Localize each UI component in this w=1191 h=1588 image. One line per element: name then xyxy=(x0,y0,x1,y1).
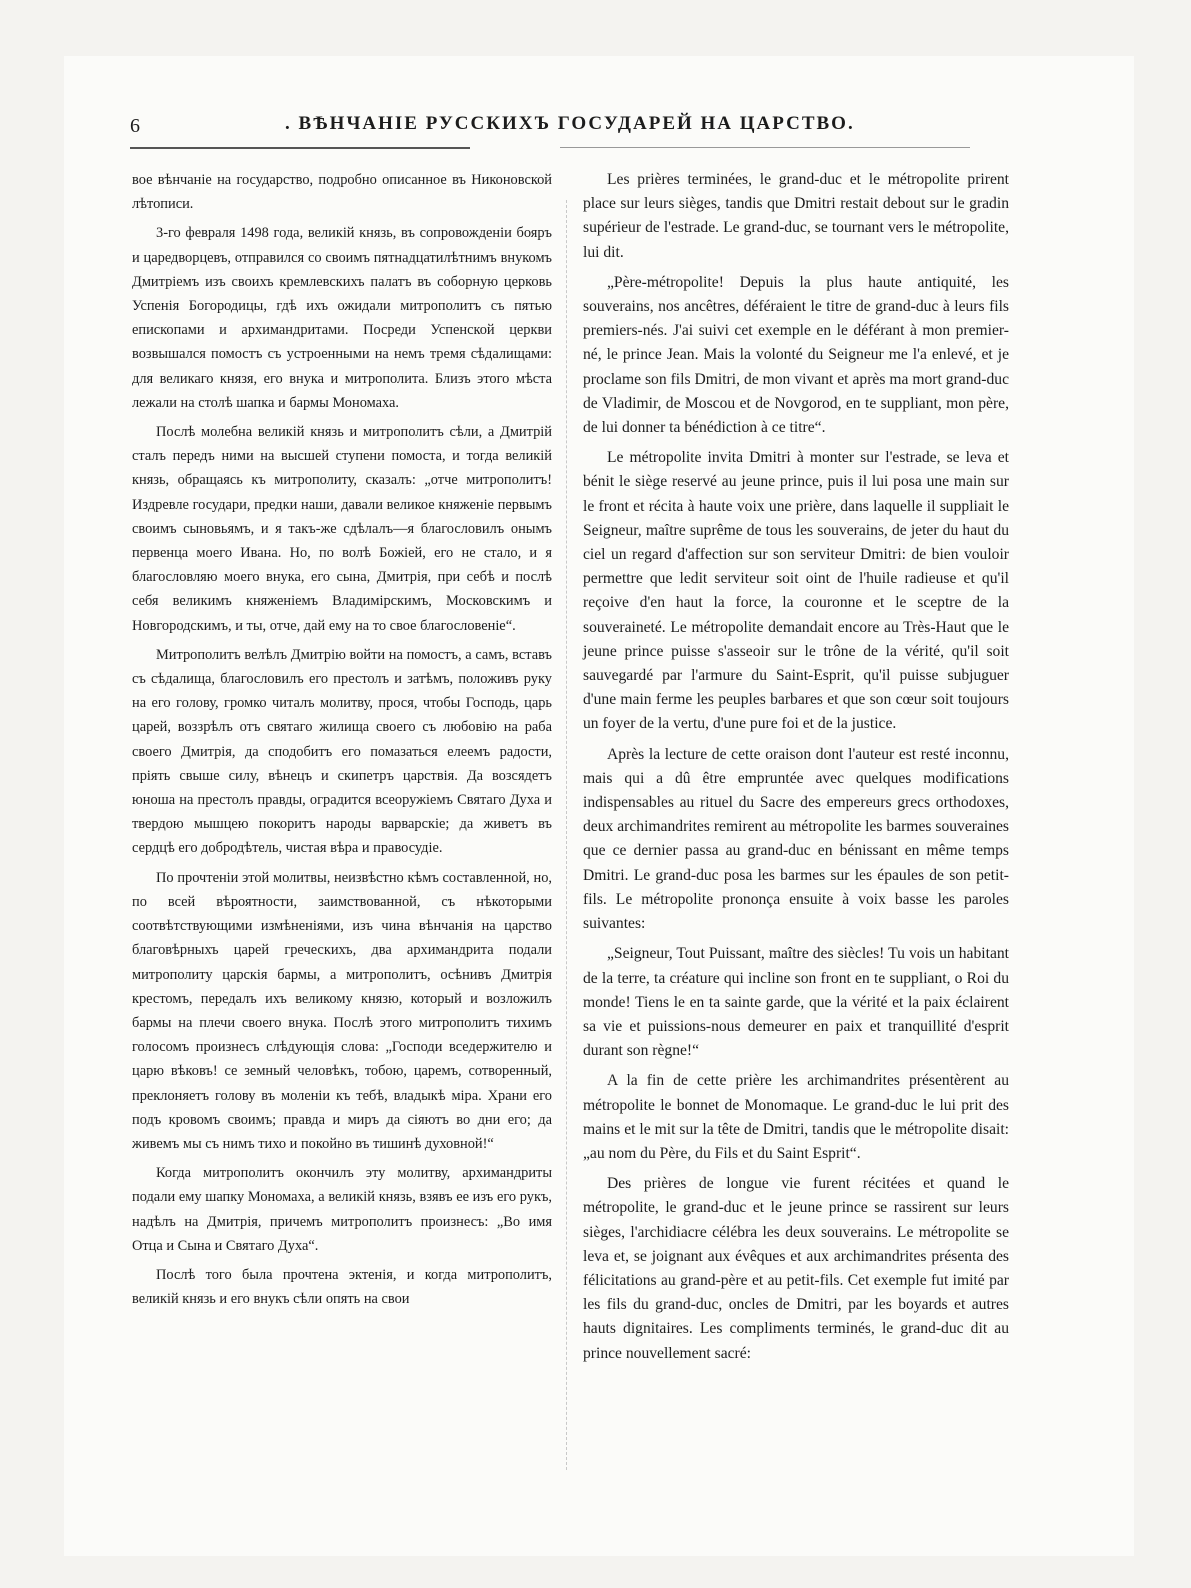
paragraph: Après la lecture de cette oraison dont l'auteur est resté inconnu, mais qui a dû être empruntée avec quelques modifications indispensables au rituel du Sacre des empereurs grecs orthodoxes, deux archimandrites remirent au métropolite les barmes souveraines que ce dernier passa au grand-duc en bénissant en même temps Dmitri. Le grand-duc posa les barmes sur les épaules de son petit-fils. Le métropolite prononça ensuite à voix basse les paroles suivantes: xyxy=(583,745,1009,933)
russian-text-column xyxy=(132,168,552,1316)
paragraph: Les prières terminées, le grand-duc et le métropolite prirent place sur leurs sièges, tandis que Dmitri restait debout sur le gradin supérieur de l'estrade. Le grand-duc, se tournant vers le métropolite, lui dit. xyxy=(583,171,1009,261)
page-header xyxy=(130,115,970,151)
header-rule-right xyxy=(560,147,970,148)
paragraph: Le métropolite invita Dmitri à monter sur l'estrade, se leva et bénit le siège reservé au jeune prince, puis il lui posa une main sur le front et récita à haute voix une prière, dans laquelle il suppliait le Seigneur, maître suprême de tous les souverains, de jeter du haut du ciel un regard d'affection sur son serviteur Dmitri: de bien vouloir permettre que ledit serviteur soit oint de l'huile radieuse et qu'il reçoive d'en haut la force, la couronne et le sceptre de la souveraineté. Le métropolite demandait encore au Très-Haut que le jeune prince puisse s'asseoir sur le trône de la vérité, qu'il soit sauvegardé par l'armure du Saint-Esprit, qu'il puisse subjuguer d'une main ferme les peuples barbares et que son cœur soit toujours un foyer de la vertu, d'une pure foi et de la justice. xyxy=(583,449,1009,733)
paragraph: Послѣ того была прочтена эктенія, и когда митрополитъ, великій князь и его внукъ сѣли опять на свои xyxy=(132,1266,552,1308)
paragraph: Когда митрополитъ окончилъ эту молитву, архимандриты подали ему шапку Мономаха, а великій князь, взявъ ее изъ его рукъ, надѣлъ на Дмитрія, причемъ митрополитъ произнесъ: „Во имя Отца и Сына и Святаго Духа“. xyxy=(132,1165,552,1254)
paragraph: Послѣ молебна великій князь и митрополитъ сѣли, а Дмитрій сталъ передъ ними на высшей ступени помоста, и тогда великій князь, обращаясь къ митрополиту, сказалъ: „отче митрополитъ! Издревле государи, предки наши, давали великое княженіе первымъ своимъ сыновьямъ, и я такъ-же сдѣлалъ—я благословилъ онымъ первенца моего Ивана. Но, по волѣ Божіей, его не стало, и я благословляю моего внука, его сына, Дмитрія, при себѣ и послѣ себя великимъ княженіемъ Владимірскимъ, Московскимъ и Новгородскимъ, и ты, отче, дай ему на то свое благословеніе“. xyxy=(132,424,552,634)
paragraph: 3-го февраля 1498 года, великій князь, въ сопровожденіи бояръ и царедворцевъ, отправился со своимъ пятнадцатилѣтнимъ внукомъ Дмитріемъ изъ своихъ кремлевскихъ палатъ въ соборную церковь Успенія Богородицы, гдѣ ихъ ожидали митрополитъ съ пятью епископами и архимандритами. Посреди Успенской церкви возвышался помостъ съ устроенными на немъ тремя сѣдалищами: для великаго князя, его внука и митрополита. Близъ этого мѣста лежали на столѣ шапка и бармы Мономаха. xyxy=(132,225,552,411)
paragraph: A la fin de cette prière les archimandrites présentèrent au métropolite le bonnet de Monomaque. Le grand-duc le lui prit des mains et le mit sur la tête de Dmitri, tandis que le métropolite disait: „au nom du Père, du Fils et du Saint Esprit“. xyxy=(583,1072,1009,1162)
paragraph: По прочтеніи этой молитвы, неизвѣстно кѣмъ составленной, но, по всей вѣроятности, заимствованной, съ нѣкоторыми соотвѣтствующими измѣненіями, изъ чина вѣнчанія на царство благовѣрныхъ царей греческихъ, два архимандрита подали митрополиту царскія бармы, а митрополитъ, осѣнивъ Дмитрія крестомъ, передалъ ихъ великому князю, который и возложилъ бармы на плечи своего внука. Послѣ этого митрополитъ тихимъ голосомъ произнесъ слѣдующія слова: „Господи вседержителю и царю вѣковъ! се земный человѣкъ, тобою, царемъ, сотворенный, преклоняетъ голову въ моленіи къ тебѣ, владыкѣ міра. Храни его подъ кровомъ своимъ; правда и миръ да сіяютъ во дни его; да живемъ мы съ нимъ тихо и покойно въ тишинѣ духовной!“ xyxy=(132,869,552,1152)
paragraph: Des prières de longue vie furent récitées et quand le métropolite, le grand-duc et le jeune prince se rassirent sur leurs sièges, l'archidiacre célébra les deux souverains. Le métropolite se leva et, se joignant aux évêques et aux archimandrites présenta des félicitations au grand-père et au petit-fils. Cet exemple fut imité par les fils du grand-duc, oncles de Dmitri, par les boyards et autres hauts dignitaires. Les compliments terminés, le grand-duc dit au prince nouvellement sacré: xyxy=(583,1175,1009,1362)
paragraph: Митрополитъ велѣлъ Дмитрію войти на помостъ, а самъ, вставъ съ сѣдалища, благословилъ его престолъ и затѣмъ, положивъ руку на его голову, громко читалъ молитву, прося, чтобы Господь, царь царей, воззрѣлъ отъ святаго жилища своего съ любовію на раба своего Дмитрія, да сподобитъ его помазаться елеемъ радости, пріять свыше силу, вѣнецъ и скипетръ царствія. Да возсядетъ юноша на престолъ правды, оградится всеоружіемъ Святаго Духа и твердою мышцею покоритъ народы варварскіе; да живетъ въ сердцѣ его добродѣтель, чистая вѣра и правосудіе. xyxy=(132,646,552,857)
french-text-column xyxy=(583,168,1009,1372)
paragraph: „Seigneur, Tout Puissant, maître des siècles! Tu vois un habitant de la terre, ta créature qui incline son front en te suppliant, o Roi du monde! Tiens le en ta sainte garde, que la vérité et la paix éclairent sa vie et puissions-nous demeurer en paix et tranquillité d'esprit durant son règne!“ xyxy=(583,945,1009,1060)
page-number: 6 xyxy=(130,115,140,137)
header-rule-left xyxy=(130,147,470,149)
column-divider xyxy=(566,200,567,1470)
running-title: . ВѢНЧАНІЕ РУССКИХЪ ГОСУДАРЕЙ НА ЦАРСТВО. xyxy=(285,113,855,134)
paragraph: вое вѣнчаніе на государство, подробно описанное въ Никоновской лѣтописи. xyxy=(132,172,552,213)
paragraph: „Père-métropolite! Depuis la plus haute antiquité, les souverains, nos ancêtres, déféraient le titre de grand-duc à leurs fils premiers-nés. J'ai suivi cet exemple en le déférant à mon premier-né, le prince Jean. Mais la volonté du Seigneur me l'a enlevé, et je proclame son fils Dmitri, de mon vivant et après ma mort grand-duc de Vladimir, de Moscou et de Novgorod, en te suppliant, mon père, de lui donner ta bénédiction à ce titre“. xyxy=(583,273,1009,437)
